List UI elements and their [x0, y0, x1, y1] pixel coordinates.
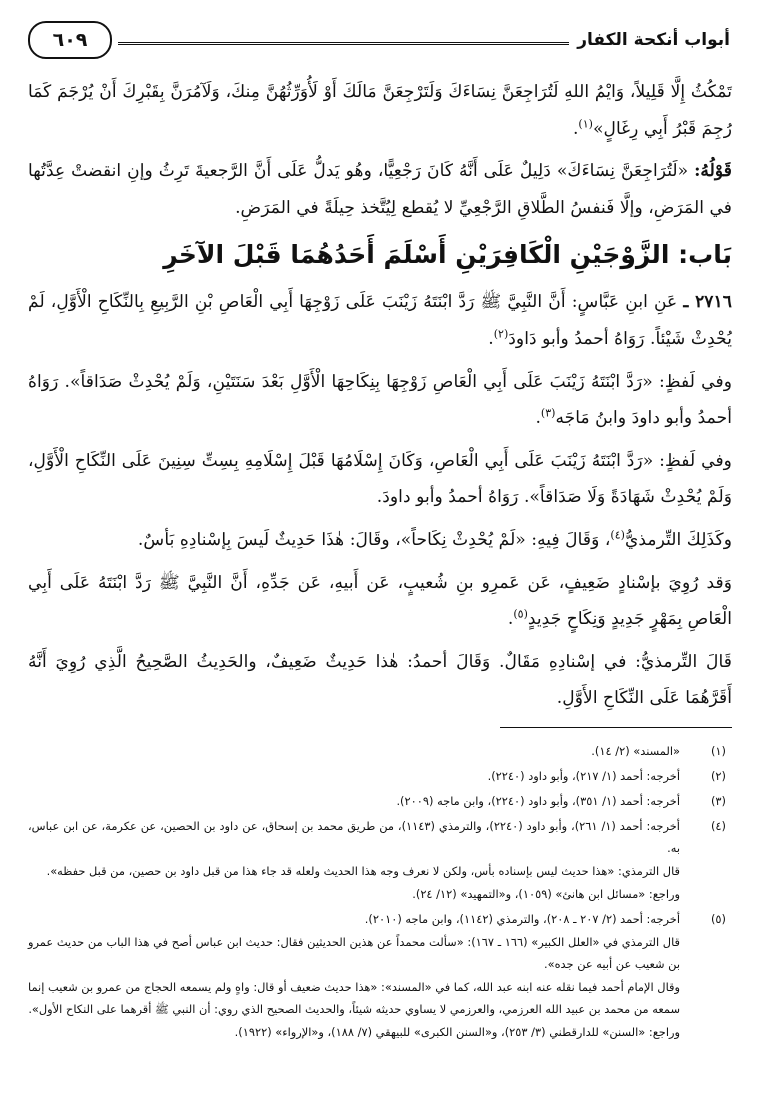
- footnote-ref-2[interactable]: (٢): [493, 327, 509, 341]
- hadith-2716-text: عَنِ ابنِ عَبَّاسٍ: أَنَّ النَّبِيَّ ﷺ رَدَّ ابْنَتَهُ زَيْنَبَ عَلَى زَوْجِهَا أَبِي الْعَاصِ بْنِ الرَّبِيعِ بِالنِّكَاحِ الْأَوَّلِ، لَمْ يُحْدِثْ شَيْئاً. رَوَاهُ أحمدُ وأبو دَاودَ: [28, 292, 732, 349]
- footnote-2: [28, 765, 732, 788]
- footnote-line: أخرجه: أحمد (٢/ ٢٠٧ ـ ٢٠٨)، والترمذي (١١٤٢)، وابن ماجه (٢٠١٠).: [364, 911, 680, 926]
- paragraph-1-text: تَمْكُثُ إِلَّا قَلِيلاً، وَايْمُ اللهِ لَتُرَاجِعَنَّ نِسَاءَكَ وَلَتَرْجِعَنَّ مَالَكَ أَوْ لَأُوَرِّثُهُنَّ مِنكَ، وَلَآمُرَنَّ بِقَبْرِكَ أَنْ يُرْجَمَ كَمَا رُجِمَ قَبْرُ أَبِي رِغَالٍ»: [28, 82, 732, 139]
- page-number: ٦٠٩: [52, 29, 88, 51]
- paragraph-2-lead: قَوْلُهُ:: [694, 161, 732, 182]
- paragraph-conclusion: [28, 644, 732, 717]
- paragraph-conclusion-text: قَالَ التِّرمذيُّ: في إسْنادِهِ مَقَالٌ. وَقَالَ أحمدُ: هٰذا حَدِيثٌ ضَعِيفٌ، والحَدِيثُ الصَّحِيحُ الَّذِي رُوِيَ أَنَّهُ أَقَرَّهُمَا عَلَى النِّكَاحِ الأَوَّلِ.: [28, 651, 732, 709]
- footnote-line: قال الترمذي في «العلل الكبير» (١٦٦ ـ ١٦٧): «سألت محمداً عن هذين الحديثين فقال: حديث ابن عباس أصح في هذا الباب من حديث عمرو بن شعيب عن أبيه عن جده».: [28, 934, 680, 971]
- running-title: أبواب أنكحة الكفار: [577, 30, 730, 50]
- paragraph-2: [28, 153, 732, 226]
- footnote-line: وراجع: «مسائل ابن هانئ» (١٠٥٩)، و«التمهيد» (١٢/ ٢٤).: [412, 886, 680, 901]
- paragraph-variant-2-text: وفي لَفظٍ: «رَدَّ ابْنَتَهُ زَيْنَبَ عَلَى أَبِي الْعَاصِ، وَكَانَ إِسْلَامُهَا قَبْلَ إِسْلَامِهِ بِسِتِّ سِنِينَ عَلَى النِّكَاحِ الْأَوَّلِ، وَلَمْ يُحْدِثْ شَهَادَةً وَلَا صَدَاقاً». رَوَاهُ أحمدُ وأبو داودَ.: [28, 450, 732, 508]
- paragraph-variant-1-text: وفي لَفظٍ: «رَدَّ ابْنَتَهُ زَيْنَبَ عَلَى أَبِي الْعَاصِ زَوْجِهَا بِنِكَاحِهَا الْأَوَّلِ بَعْدَ سَنَتَيْنِ، وَلَمْ يُحْدِثْ صَدَاقاً». رَوَاهُ أحمدُ وأبو داودَ وابنُ مَاجَه: [28, 371, 732, 429]
- footnote-line: أخرجه: أحمد (١/ ٣٥١)، وأبو داود (٢٢٤٠)، وابن ماجه (٢٠٠٩).: [396, 793, 680, 808]
- paragraph-weak-narration: وَقد رُوِيَ بإسْنادٍ ضَعِيفٍ، عَن عَمرِو بنِ شُعيبٍ، عَن أَبيهِ، عَن جَدِّهِ، أَنَّ النَّبِيَّ ﷺ رَدَّ ابْنَتَهُ عَلَى أَبِي الْعَاصِ بِمَهْرٍ جَدِيدٍ وَنِكَاحٍ جَدِيدٍ$^{(٥)}$.: [28, 572, 732, 630]
- page-header: [28, 18, 732, 62]
- footnote-number: (٢): [710, 768, 726, 783]
- footnote-line: وقال الإمام أحمد فيما نقله عنه ابنه عبد الله، كما في «المسند»: «هذا حديث ضعيف أو قال: واهٍ ولم يسمعه الحجاج من عمرو بن شعيب إنما سمعه من محمد بن عبيد الله العرزمي، والعرزمي لا يساوي حديثه شيئاً، والحديث الصحيح الذي روي: أن النبي ﷺ أقرهما على النكاح الأول».: [28, 979, 680, 1016]
- paragraph-variant-2: [28, 443, 732, 516]
- paragraph-tirmidhi-b: وَقَالَ فِيهِ: «لَمْ يُحْدِثْ نِكَاحاً»، وقَالَ: هٰذَا حَدِيثٌ لَيسَ بِإسْنادِهِ بَأسٌ.: [137, 529, 600, 550]
- paragraph-1-end: .: [572, 118, 579, 139]
- paragraph-tirmidhi: وكَذَلِكَ التِّرمذيُّ$^{(٤)}$، وَقَالَ فِيهِ: «لَمْ يُحْدِثْ نِكَاحاً»، وقَالَ: هٰذَا حَدِيثٌ لَيسَ بِإسْنادِهِ بَأسٌ.: [137, 528, 732, 550]
- footnote-1: [28, 740, 732, 763]
- main-text: [28, 74, 732, 717]
- footnote-ref-4[interactable]: (٤): [610, 528, 625, 542]
- footnote-5: [28, 908, 732, 1044]
- paragraph-weak-narration-text: وَقد رُوِيَ بإسْنادٍ ضَعِيفٍ، عَن عَمرِو بنِ شُعيبٍ، عَن أَبيهِ، عَن جَدِّهِ، أَنَّ النَّبِيَّ ﷺ رَدَّ ابْنَتَهُ عَلَى أَبِي الْعَاصِ بِمَهْرٍ جَدِيدٍ وَنِكَاحٍ جَدِيدٍ: [28, 572, 732, 630]
- hadith-2716: ٢٧١٦ ـ عَنِ ابنِ عَبَّاسٍ: أَنَّ النَّبِيَّ ﷺ رَدَّ ابْنَتَهُ زَيْنَبَ عَلَى زَوْجِهَا أَبِي الْعَاصِ بْنِ الرَّبِيعِ بِالنِّكَاحِ الْأَوَّلِ، لَمْ يُحْدِثْ شَيْئاً. رَوَاهُ أحمدُ وأبو دَاودَ$^{(٢)}$.: [28, 292, 732, 349]
- footnote-number: (١): [710, 743, 726, 758]
- footnote-line: أخرجه: أحمد (١/ ٢٦١)، وأبو داود (٢٢٤٠)، والترمذي (١١٤٣)، من طريق محمد بن إسحاق، عن داود بن الحصين، عن عكرمة، عن ابن عباس، به.: [28, 818, 680, 855]
- footnote-number: (٣): [710, 793, 726, 808]
- footnote-body: [28, 765, 680, 788]
- footnote-body: [28, 740, 680, 763]
- footnote-3: [28, 790, 732, 813]
- footnote-4: [28, 815, 732, 906]
- hadith-number: ٢٧١٦ ـ: [683, 292, 732, 313]
- page-number-box: [28, 21, 112, 59]
- paragraph-variant-1: وفي لَفظٍ: «رَدَّ ابْنَتَهُ زَيْنَبَ عَلَى أَبِي الْعَاصِ زَوْجِهَا بِنِكَاحِهَا الْأَوَّلِ بَعْدَ سَنَتَيْنِ، وَلَمْ يُحْدِثْ صَدَاقاً». رَوَاهُ أحمدُ وأبو داودَ وابنُ مَاجَه$^{(٣)}$.: [28, 371, 732, 429]
- header-rule: [118, 42, 569, 48]
- footnote-line: وراجع: «السنن» للدارقطني (٣/ ٢٥٣)، و«السنن الكبرى» للبيهقي (٧/ ١٨٨)، و«الإرواء» (١٩٢٢).: [234, 1024, 680, 1039]
- footnote-ref-3[interactable]: (٣): [540, 406, 556, 420]
- footnote-number: (٥): [710, 911, 726, 926]
- footnotes: [28, 740, 732, 1044]
- footnote-body: [28, 908, 680, 1044]
- footnote-number: (٤): [710, 818, 726, 833]
- footnote-body: [28, 815, 680, 906]
- paragraph-1: [28, 74, 732, 147]
- chapter-heading: بَاب: الزَّوْجَيْنِ الْكَافِرَيْنِ أَسْلَمَ أَحَدُهُمَا قَبْلَ الآخَرِ: [163, 240, 732, 270]
- paragraph-tirmidhi-a: وكَذَلِكَ التِّرمذيُّ: [624, 529, 732, 550]
- footnote-line: أخرجه: أحمد (١/ ٢١٧)، وأبو داود (٢٢٤٠).: [487, 768, 680, 783]
- footnote-ref-5[interactable]: (٥): [513, 607, 528, 621]
- header-rule-wrap: [118, 18, 569, 62]
- footnote-rule: [500, 727, 732, 728]
- footnote-line: «المسند» (٢/ ١٤).: [591, 743, 680, 758]
- footnote-body: [28, 790, 680, 813]
- footnote-line: قال الترمذي: «هذا حديث ليس بإسناده بأس، ولكن لا نعرف وجه هذا الحديث ولعله قد جاء هذا من قبل داود بن حصين، من قبل حفظه».: [46, 863, 680, 878]
- paragraph-2-text: «لَتُرَاجِعَنَّ نِسَاءَكَ» دَلِيلٌ عَلَى أَنَّهُ كَانَ رَجْعِيًّا، وهُو يَدلُّ عَلَى أَنَّ الرَّجعيةَ تَرِثُ وإنِ انقضتْ عِدَّتُها في المَرَضِ، وإلَّا فَنفسُ الطَّلاقِ الرَّجْعِيِّ لا يُقطع لِيُتَّخذ حِيلَةً في المَرَضِ.: [28, 161, 732, 218]
- footnote-ref-1[interactable]: (١): [578, 116, 593, 130]
